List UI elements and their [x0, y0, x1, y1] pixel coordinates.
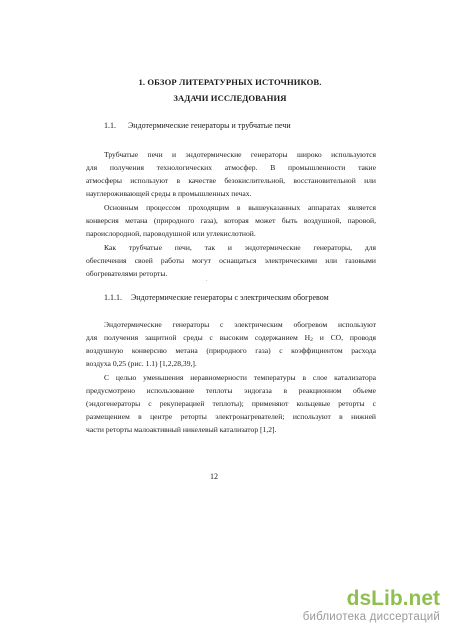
paragraph-line: Эндотермические генераторы с электрическим обогревом используют: [104, 320, 376, 329]
paragraph-line: воздушную конверсию метана (природного газа) с коэффициентом расхода: [86, 346, 376, 355]
paragraph-line: пароислородной, пароводушной или углекислотной.: [86, 229, 256, 238]
watermark-logo-tld: .net: [402, 587, 440, 610]
watermark: [303, 588, 440, 623]
paragraph-line: (эндогенераторы с рекуперацией теплоты); применяют кольцевые реторты с: [86, 399, 376, 408]
paragraph-line: обогревателями реторты.: [86, 269, 168, 278]
section-heading: Эндотермические генераторы и трубчатые печи: [128, 121, 291, 130]
paragraph-line: конверсия метана (природного газа), которая может быть воздушной, паровой,: [86, 216, 376, 225]
paragraph-line: Как трубчатые печи, так и эндотермические генераторы, для: [104, 243, 376, 252]
paragraph-line: Трубчатые печи и эндотермические генераторы широко используются: [104, 150, 376, 159]
subsection-heading: Эндотермические генераторы с электрическим обогревом: [131, 293, 329, 302]
watermark-logo: [303, 588, 440, 610]
chapter-title: 1. ОБЗОР ЛИТЕРАТУРНЫХ ИСТОЧНИКОВ.: [138, 77, 322, 87]
watermark-subtitle: библиотека диссертаций: [302, 611, 440, 623]
paragraph-line: для получения технологических атмосфер. В промышленности такие: [86, 163, 376, 172]
page-number: 12: [210, 472, 218, 481]
formula-text: для получения защитной среды с высоким содержанием H: [86, 333, 311, 342]
paragraph-line-formula: [86, 333, 376, 343]
formula-subscript: 2: [310, 337, 313, 343]
paragraph-line: С целью уменьшения неравномерности температуры в слое катализатора: [104, 373, 376, 382]
subsection-number: 1.1.1.: [104, 293, 122, 302]
paragraph-line: Основным процессом проходящим в вышеуказанных аппаратах является: [104, 203, 376, 212]
paragraph-line: атмосферы используют в качестве безокислительной, восстановительной или: [86, 176, 376, 185]
stray-mark: .: [206, 277, 208, 283]
section-number: 1.1.: [104, 121, 116, 130]
chapter-subtitle: ЗАДАЧИ ИССЛЕДОВАНИЯ: [173, 93, 287, 103]
paragraph-line: науглероживающей среды в промышленных печах.: [86, 189, 252, 198]
watermark-logo-main: dsLib: [346, 587, 403, 610]
paragraph-line: предусмотрено использование теплоты эндогаза в реакционном объеме: [86, 386, 376, 395]
paragraph-line: воздуха 0,25 (рис. 1.1) [1,2,28,39,].: [86, 359, 197, 368]
paragraph-line: размещением в центре реторты электронагревателей; используют в нижней: [86, 412, 376, 421]
paragraph-line: обеспечения своей работы могут оснащаться электрическими или газовыми: [86, 256, 376, 265]
paragraph-line: части реторты малоактивный никелевый катализатор [1,2].: [86, 425, 277, 434]
formula-tail: и CO, проводя: [312, 333, 376, 342]
